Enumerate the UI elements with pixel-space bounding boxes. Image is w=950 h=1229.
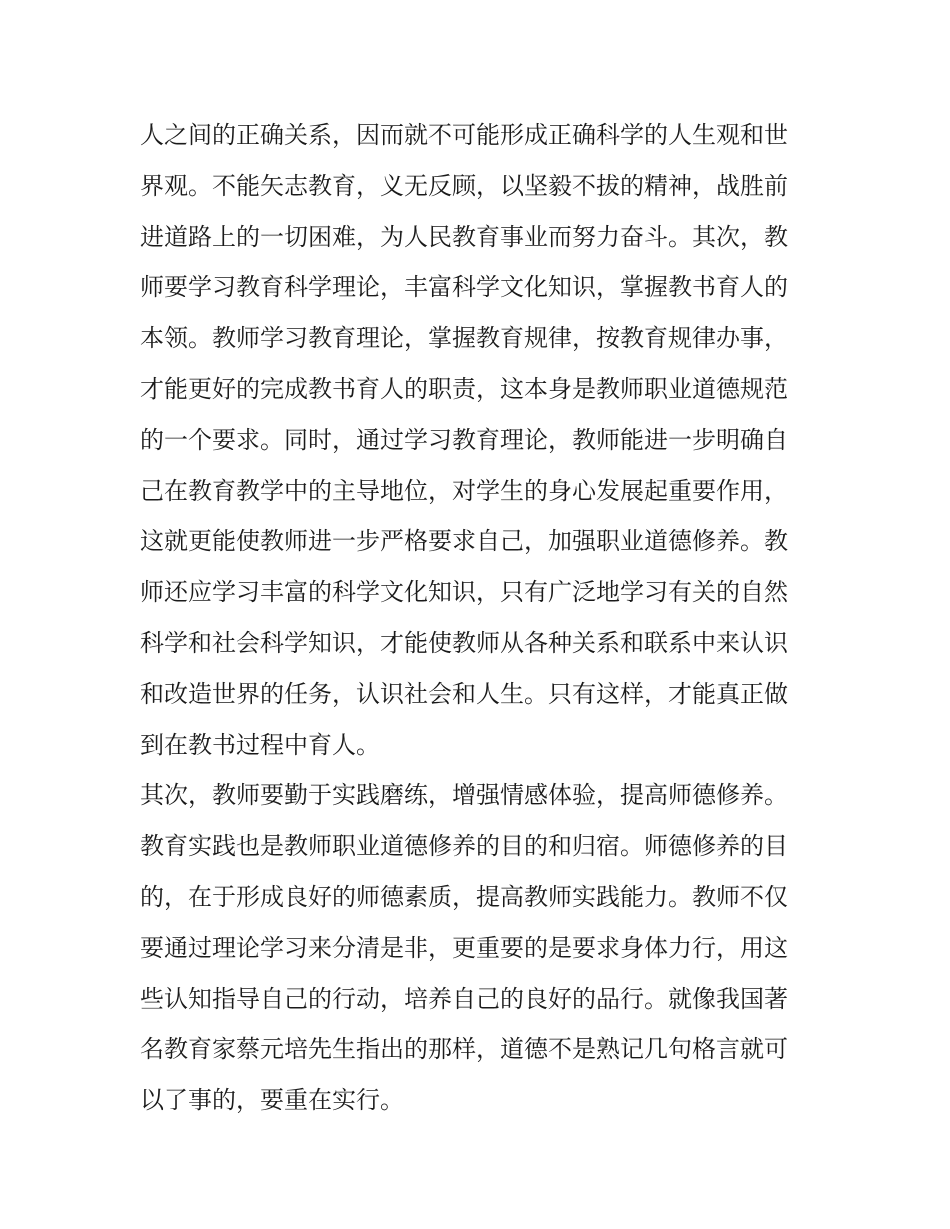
text-line: 其次，教师要勤于实践磨练，增强情感体验，提高师德修养。: [140, 781, 788, 810]
text-line: 科学和社会科学知识，才能使教师从各种关系和联系中来认识: [140, 628, 788, 657]
text-line: 这就更能使教师进一步严格要求自己，加强职业道德修养。教: [140, 527, 788, 556]
text-line: 和改造世界的任务，认识社会和人生。只有这样，才能真正做: [140, 679, 788, 708]
text-line: 的，在于形成良好的师德素质，提高教师实践能力。教师不仅: [140, 882, 788, 911]
text-line: 以了事的，要重在实行。: [140, 1086, 404, 1115]
text-line: 的一个要求。同时，通过学习教育理论，教师能进一步明确自: [140, 425, 788, 454]
body-text: [140, 110, 820, 1126]
text-line: 要通过理论学习来分清是非，更重要的是要求身体力行，用这: [140, 933, 788, 962]
text-line: 到在教书过程中育人。: [140, 730, 380, 759]
text-line: 些认知指导自己的行动，培养自己的良好的品行。就像我国著: [140, 984, 788, 1013]
text-line: 名教育家蔡元培先生指出的那样，道德不是熟记几句格言就可: [140, 1035, 788, 1064]
text-line: 才能更好的完成教书育人的职责，这本身是教师职业道德规范: [140, 374, 788, 403]
text-line: 己在教育教学中的主导地位，对学生的身心发展起重要作用，: [140, 476, 788, 505]
text-line: 师要学习教育科学理论，丰富科学文化知识，掌握教书育人的: [140, 273, 788, 302]
text-line: 教育实践也是教师职业道德修养的目的和归宿。师德修养的目: [140, 832, 788, 861]
text-line: 进道路上的一切困难，为人民教育事业而努力奋斗。其次，教: [140, 222, 788, 251]
text-line: 人之间的正确关系，因而就不可能形成正确科学的人生观和世: [140, 121, 788, 149]
text-line: 界观。不能矢志教育，义无反顾，以坚毅不拔的精神，战胜前: [140, 171, 788, 200]
text-line: 师还应学习丰富的科学文化知识，只有广泛地学习有关的自然: [140, 578, 788, 607]
text-line: 本领。教师学习教育理论，掌握教育规律，按教育规律办事，: [140, 324, 788, 353]
